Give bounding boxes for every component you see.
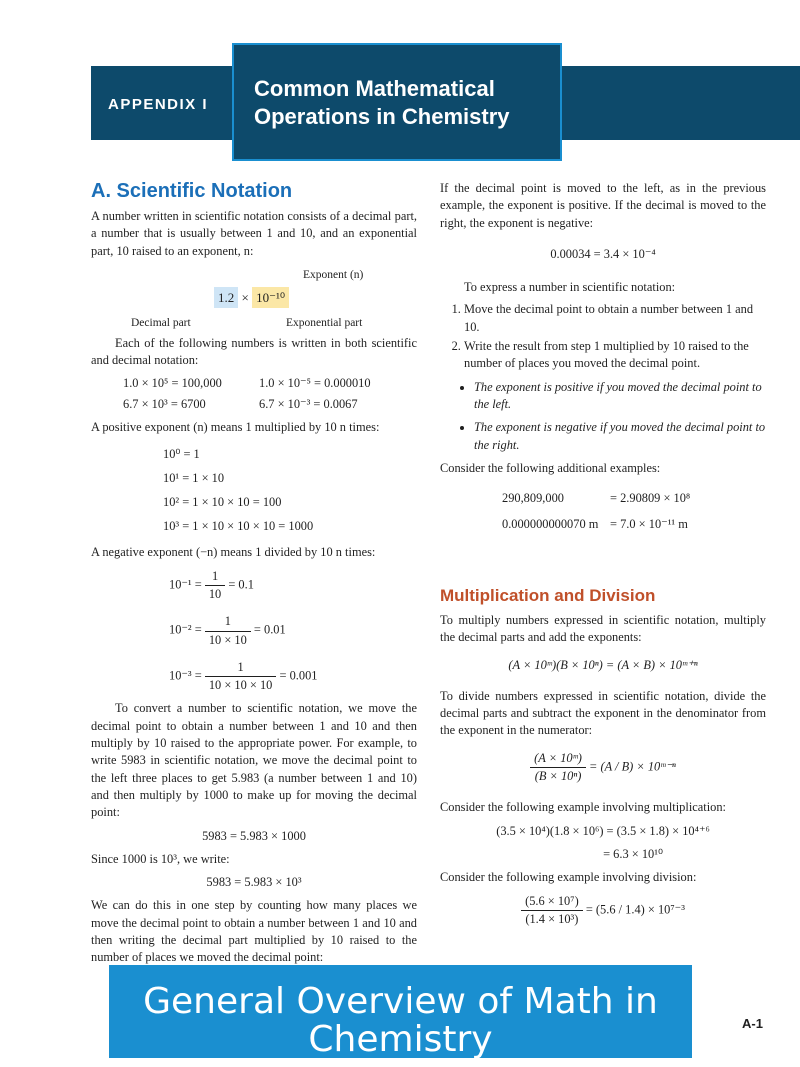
- additional-example-row: 290,809,000 = 2.90809 × 10⁸: [502, 491, 691, 506]
- equation: 5983 = 5.983 × 10³: [206, 875, 302, 890]
- to-express-paragraph: To express a number in scientific notation:: [464, 280, 676, 295]
- positive-row: 10⁰ = 1: [163, 447, 200, 462]
- multiply-paragraph: To multiply numbers expressed in scientific notation, multiply the decimal parts and add the exponents:: [440, 613, 766, 645]
- intro-paragraph: A number written in scientific notation consists of a decimal part, a number that is usually between 1 and 10, and an exponential part, 10 raised to an exponent, n:: [91, 209, 417, 258]
- example-row: 1.0 × 10⁵ = 100,000 1.0 × 10⁻⁵ = 0.000010: [123, 376, 371, 391]
- notation-example: [214, 287, 289, 308]
- additional-example-row: 0.000000000070 m = 7.0 × 10⁻¹¹ m: [502, 517, 688, 532]
- positive-row: 10³ = 1 × 10 × 10 × 10 = 1000: [163, 519, 314, 534]
- div-example-equation: $\frac{\text{(5.6 × 10⁷)}}{\text{(1.4 × 10³)}}$ = (5.6 / 1.4) × 10⁷⁻³: [440, 893, 766, 929]
- bullet-list: [460, 379, 766, 454]
- fraction: $\frac{1}{10}$: [205, 568, 225, 604]
- notation-diagram: [91, 265, 417, 335]
- step-item: 1. Move the decimal point to obtain a number between 1 and 10.: [464, 301, 766, 336]
- div-example-intro: Consider the following example involving division:: [440, 870, 697, 885]
- page-number: A-1: [742, 1016, 763, 1031]
- mult-example-intro: Consider the following example involving multiplication:: [440, 800, 726, 815]
- steps-list: [440, 301, 766, 372]
- divide-paragraph: To divide numbers expressed in scientific notation, divide the decimal parts and subtract the exponent in the denominator from the exponent in the numerator:: [440, 688, 766, 738]
- positive-exponent-paragraph: A positive exponent (n) means 1 multiplied by 10 n times:: [91, 420, 380, 435]
- additional-examples: [502, 485, 766, 537]
- division-formula: $\frac{\text{(A × 10ᵐ)}}{\text{(B × 10ⁿ)}}$ = (A / B) × 10ᵐ⁻ⁿ: [440, 750, 766, 786]
- page-title: [254, 75, 510, 131]
- exponential-part-label: Exponential part: [286, 316, 363, 329]
- times-sign: ×: [241, 289, 249, 305]
- fraction: $\frac{1}{10 \times 10 \times 10}$: [205, 659, 277, 695]
- positive-exponent-list: [163, 442, 417, 538]
- example-table: [123, 375, 417, 413]
- section-title-multiplication-division: Multiplication and Division: [440, 586, 656, 605]
- equation: 5983 = 5.983 × 1000: [202, 828, 306, 843]
- negative-exponent-list: [169, 568, 417, 695]
- exponential-part-box: 10⁻¹⁰: [252, 287, 289, 308]
- mult-example-equation: (3.5 × 10⁴)(1.8 × 10⁶) = (3.5 × 1.8) × 10⁴⁺⁶: [496, 823, 710, 838]
- negative-row: 10⁻¹ = $\frac{1}{10}$ = 0.1: [169, 568, 417, 604]
- negative-row: 10⁻² = $\frac{1}{10 \times 10}$ = 0.01: [169, 613, 417, 649]
- overlay-caption: General Overview of Math in Chemistry: [109, 965, 692, 1058]
- convert-paragraph: To convert a number to scientific notation, we move the decimal point to obtain a number between 1 and 10 and then multiply by 10 raised to the appropriate power. For example, to write 5983 in scientific notation, we move the decimal point to the left three places to get 5.983 (a number between 1 and 10) and then multiply by 1000 to make up for moving the decimal point:: [91, 701, 417, 820]
- right-column: [440, 180, 766, 537]
- exponent-label: Exponent (n): [303, 268, 364, 281]
- fraction: $\frac{1}{10 \times 10}$: [205, 613, 251, 649]
- moved-left-paragraph: If the decimal point is moved to the left, as in the previous example, the exponent is positive. If the decimal is moved to the right, the exponent is negative:: [440, 181, 766, 230]
- both-forms-paragraph: Each of the following numbers is written in both scientific and decimal notation:: [91, 335, 417, 368]
- negative-row: 10⁻³ = $\frac{1}{10 \times 10 \times 10}$ = 0.001: [169, 659, 417, 695]
- appendix-label: APPENDIX I: [108, 96, 209, 113]
- one-step-paragraph: We can do this in one step by counting how many places we move the decimal point to obtain a number between 1 and 10 and then writing the decimal part multiplied by 10 raised to the number of places we moved the decimal point:: [91, 898, 417, 965]
- section-title-scientific-notation: A. Scientific Notation: [91, 180, 293, 202]
- positive-row: 10² = 1 × 10 × 10 = 100: [163, 495, 282, 510]
- positive-row: 10¹ = 1 × 10: [163, 471, 225, 486]
- left-column: [91, 208, 417, 972]
- example-row: 6.7 × 10³ = 6700 6.7 × 10⁻³ = 0.0067: [123, 396, 358, 411]
- negative-exponent-paragraph: A negative exponent (−n) means 1 divided by 10 n times:: [91, 545, 376, 560]
- multiplication-formula: (A × 10ᵐ)(B × 10ⁿ) = (A × B) × 10ᵐ⁺ⁿ: [508, 657, 698, 672]
- bullet-item: • The exponent is negative if you moved the decimal point to the right.: [474, 419, 766, 454]
- decimal-part-label: Decimal part: [131, 316, 191, 329]
- step-item: 2. Write the result from step 1 multiplied by 10 raised to the number of places you moved the decimal point.: [464, 338, 766, 373]
- fraction: $\frac{\text{(5.6 × 10⁷)}}{\text{(1.4 × 10³)}}$: [521, 893, 583, 929]
- fraction: $\frac{\text{(A × 10ᵐ)}}{\text{(B × 10ⁿ)}}$: [530, 750, 586, 786]
- mult-example-result: = 6.3 × 10¹⁰: [603, 846, 663, 861]
- negative-example-equation: 0.00034 = 3.4 × 10⁻⁴: [550, 246, 656, 261]
- right-column-lower: [440, 612, 766, 934]
- since-paragraph: Since 1000 is 10³, we write:: [91, 851, 230, 866]
- title-line-2: Operations in Chemistry: [254, 104, 510, 129]
- bullet-item: • The exponent is positive if you moved the decimal point to the left.: [474, 379, 766, 414]
- consider-additional-paragraph: Consider the following additional examples:: [440, 460, 661, 475]
- title-line-1: Common Mathematical: [254, 76, 495, 101]
- decimal-part-box: 1.2: [214, 287, 238, 308]
